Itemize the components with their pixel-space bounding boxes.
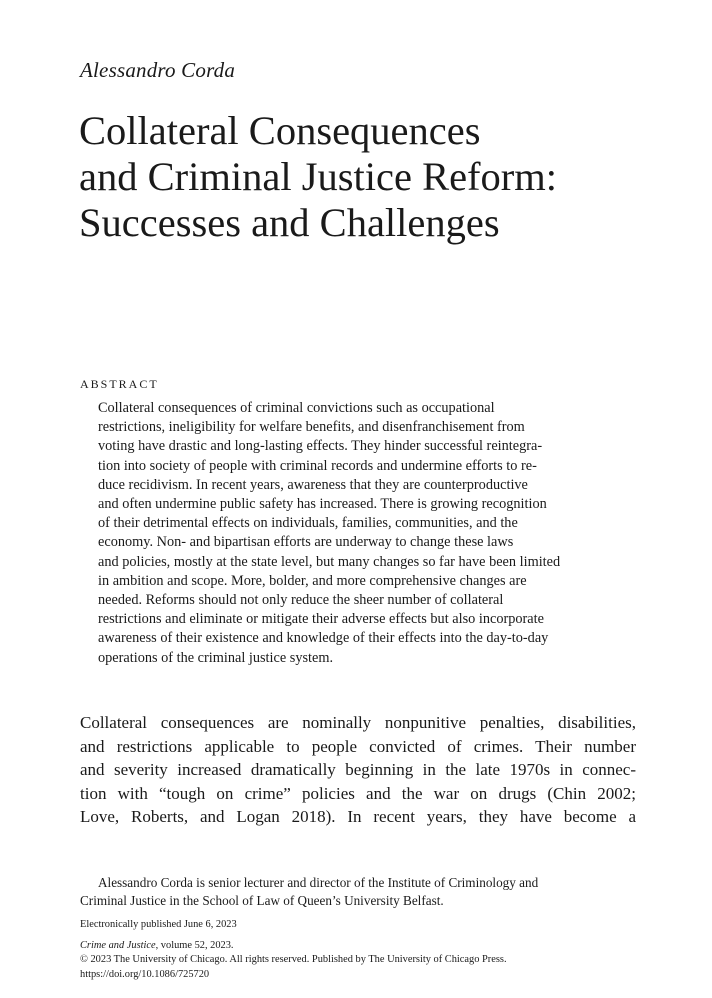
- abstract-line: restrictions and eliminate or mitigate their adverse effects but also incorporate: [98, 611, 544, 628]
- abstract-line: tion into society of people with criminal records and undermine efforts to re-: [98, 457, 537, 474]
- abstract-heading: ABSTRACT: [80, 377, 159, 391]
- copyright-notice: © 2023 The University of Chicago. All rights reserved. Published by The University of Chicago Press.: [80, 954, 507, 966]
- author-name: Alessandro Corda: [80, 58, 236, 82]
- journal-citation: [80, 939, 640, 953]
- title-line: Successes and Challenges: [79, 200, 500, 245]
- abstract-line: of their detrimental effects on individuals, families, communities, and the: [98, 515, 518, 532]
- abstract-line: in ambition and scope. More, bolder, and more comprehensive changes are: [98, 572, 527, 589]
- abstract-line: economy. Non- and bipartisan efforts are underway to change these laws: [98, 534, 514, 551]
- title-line: and Criminal Justice Reform:: [79, 154, 558, 199]
- journal-name: Crime and Justice: [80, 940, 156, 952]
- doi-link[interactable]: https://doi.org/10.1086/725720: [80, 968, 210, 980]
- body-line: Collateral consequences are nominally nonpunitive penalties, disabilities,: [80, 713, 636, 732]
- title-line: Collateral Consequences: [79, 108, 481, 153]
- body-line: and severity increased dramatically beginning in the late 1970s in connec-: [80, 760, 636, 780]
- abstract-text: [98, 399, 638, 668]
- bio-line: Criminal Justice in the School of Law of Queen’s University Belfast.: [80, 892, 444, 908]
- body-line: tion with “tough on crime” policies and the war on drugs (Chin 2002;: [80, 783, 636, 803]
- publication-info: [80, 918, 640, 982]
- bio-line: Alessandro Corda is senior lecturer and director of the Institute of Criminology and: [98, 875, 539, 890]
- abstract-line: and often undermine public safety has increased. There is growing recognition: [98, 496, 547, 513]
- body-line: Love, Roberts, and Logan 2018). In recent years, they have become a: [80, 807, 636, 827]
- publication-date: Electronically published June 6, 2023: [80, 919, 237, 930]
- author-bio-footnote: [80, 874, 636, 909]
- abstract-line: Collateral consequences of criminal convictions such as occupational: [98, 400, 495, 416]
- abstract-line: operations of the criminal justice system.: [98, 649, 334, 666]
- journal-volume: , volume 52, 2023.: [155, 940, 234, 952]
- abstract-line: needed. Reforms should not only reduce the sheer number of collateral: [98, 592, 504, 609]
- article-title: [79, 108, 679, 246]
- abstract-line: and policies, mostly at the state level, but many changes so far have been limited: [98, 553, 561, 570]
- abstract-line: restrictions, ineligibility for welfare benefits, and disenfranchisement from: [98, 419, 525, 436]
- abstract-line: awareness of their existence and knowledge of their effects into the day-to-day: [98, 630, 549, 647]
- abstract-line: voting have drastic and long-lasting effects. They hinder successful reintegra-: [98, 438, 543, 455]
- body-paragraph: [80, 711, 636, 829]
- abstract-line: duce recidivism. In recent years, awareness that they are counterproductive: [98, 476, 528, 493]
- body-line: and restrictions applicable to people convicted of crimes. Their number: [80, 736, 636, 756]
